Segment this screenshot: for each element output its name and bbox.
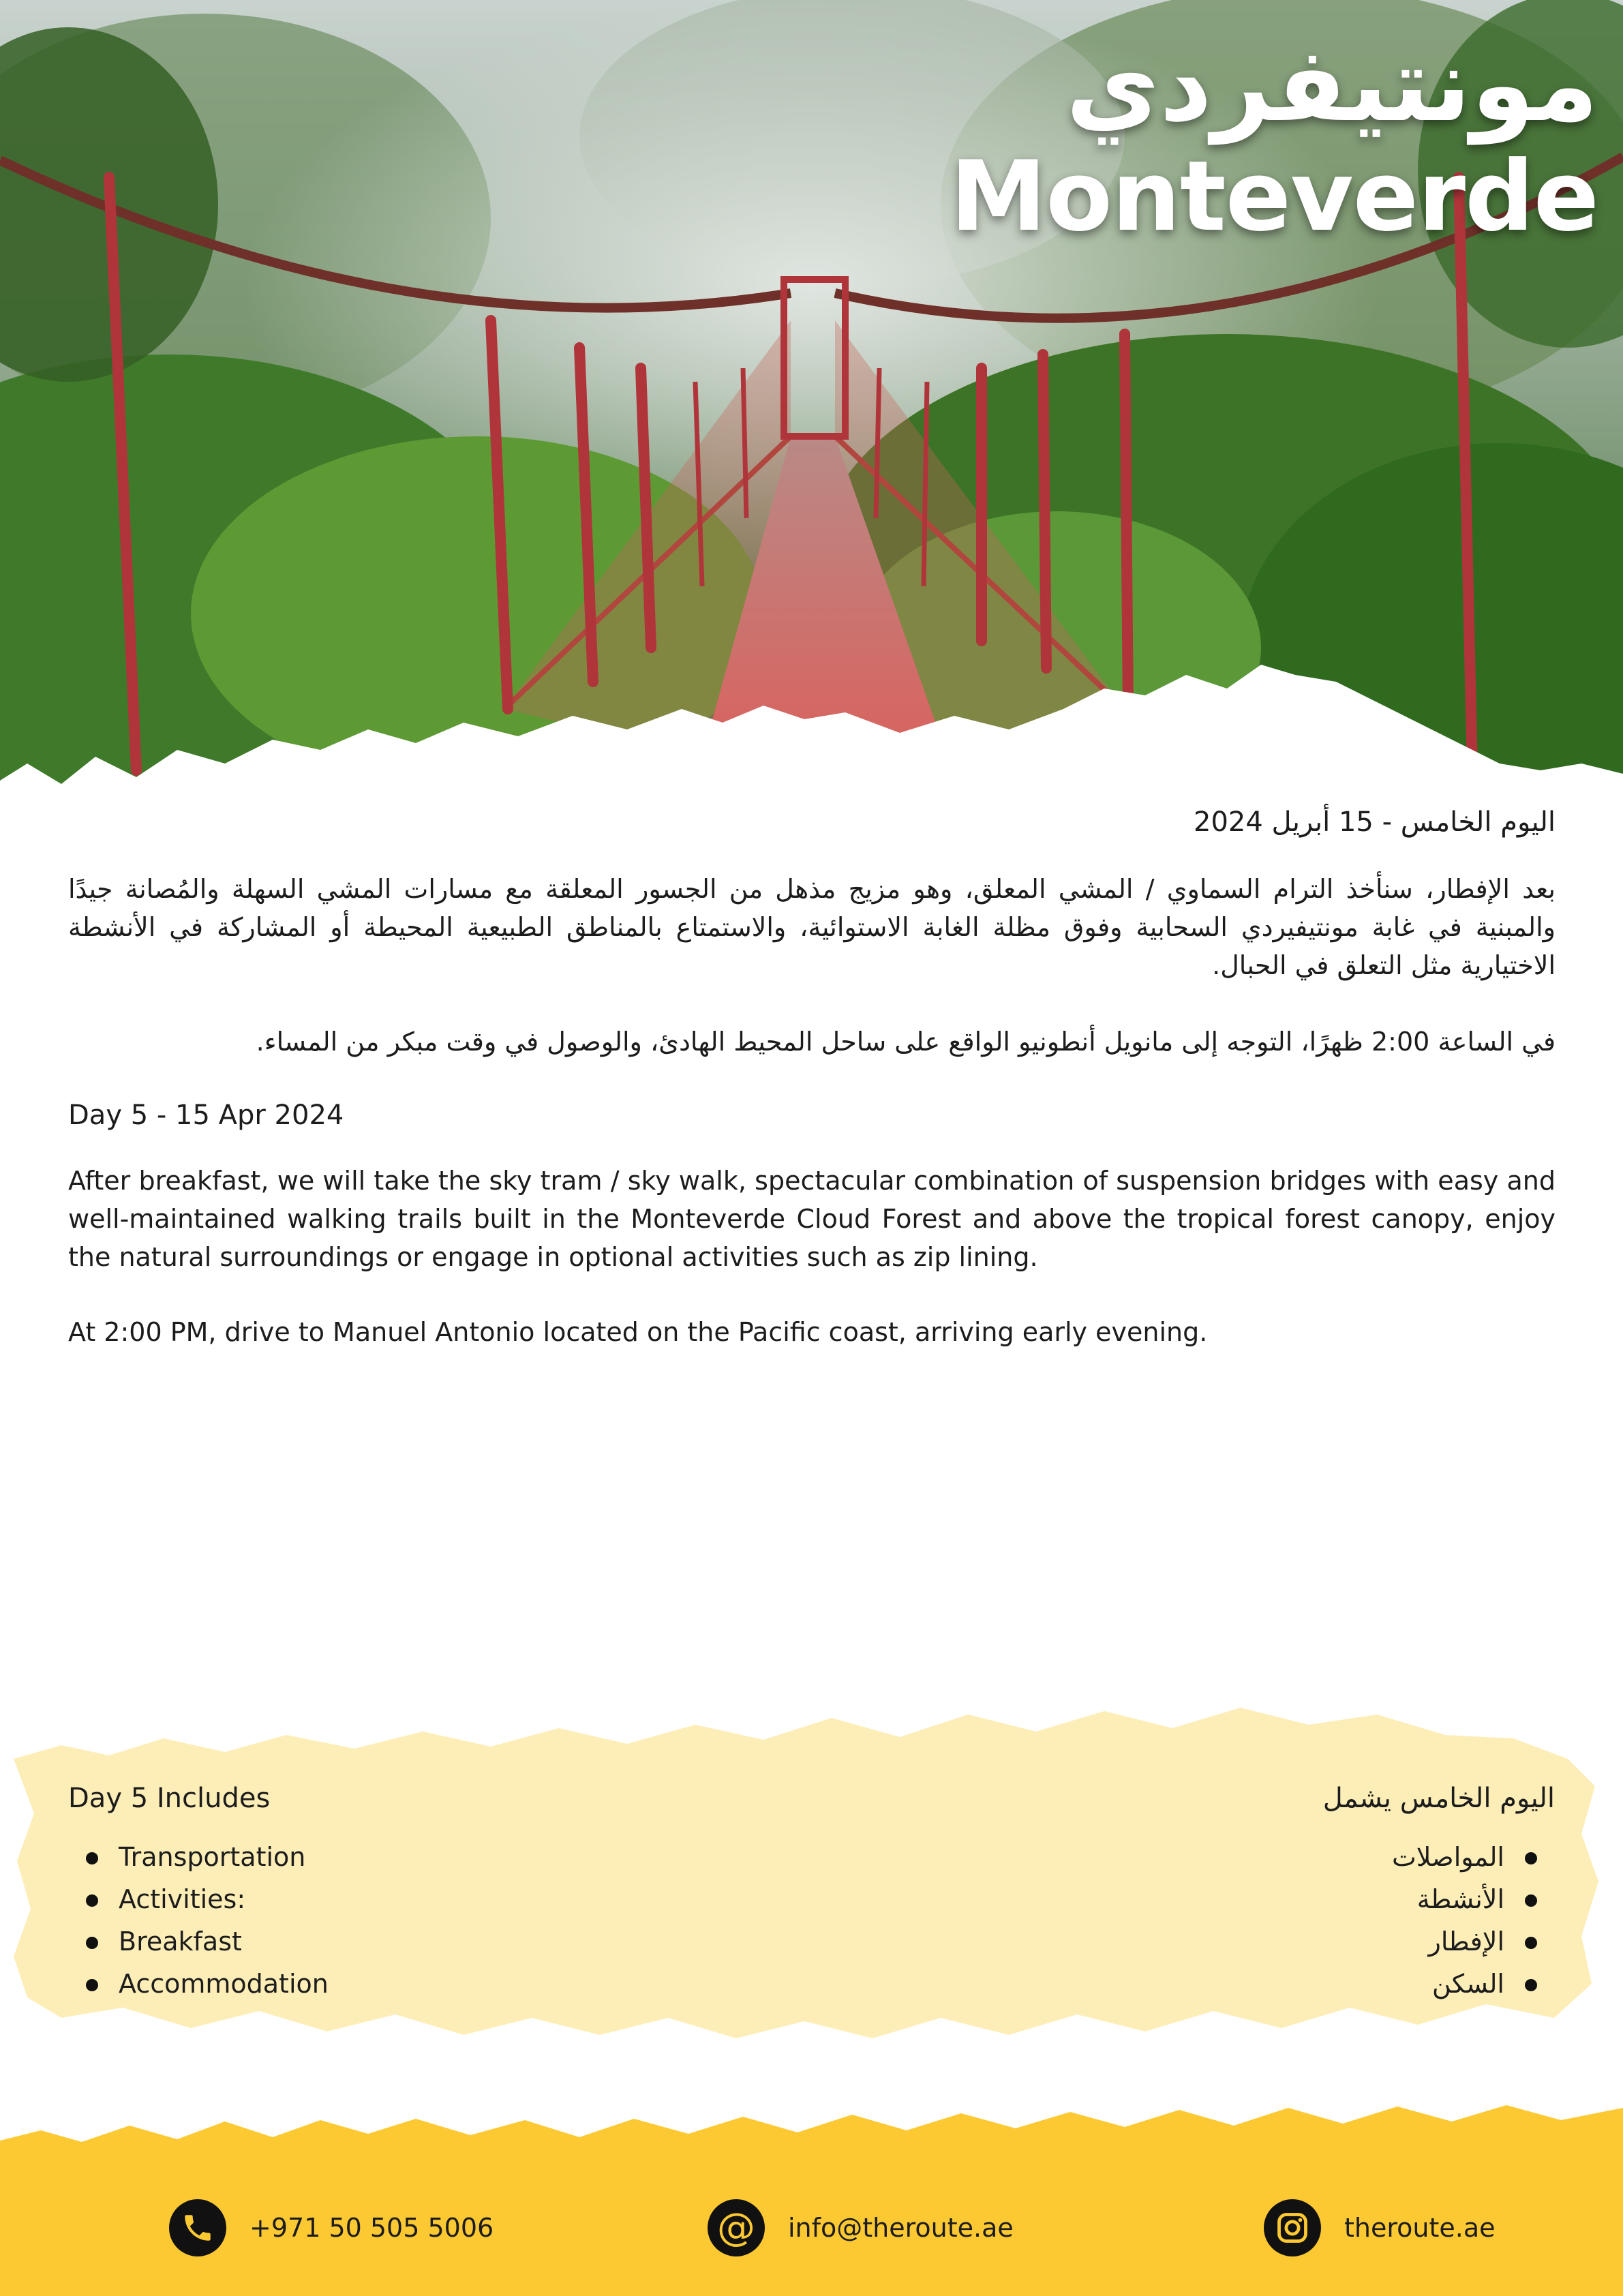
website-handle[interactable]: theroute.ae: [1344, 2213, 1496, 2243]
includes-title-english: Day 5 Includes: [68, 1783, 271, 1814]
day-heading-english: Day 5 - 15 Apr 2024: [68, 1100, 344, 1131]
hero-banner: [0, 0, 1623, 811]
title-english: Monteverde: [950, 140, 1598, 253]
email-address[interactable]: info@theroute.ae: [788, 2213, 1014, 2243]
title-arabic: مونتيفردي: [1065, 26, 1598, 145]
list-item: Breakfast: [68, 1920, 329, 1963]
at-sign-icon: @: [708, 2199, 765, 2256]
hero-title: [950, 26, 1598, 253]
includes-list-english: [68, 1836, 329, 2005]
paragraph-english-2: At 2:00 PM, drive to Manuel Antonio located on the Pacific coast, arriving early evening.: [68, 1317, 1208, 1347]
instagram-icon: [1264, 2199, 1321, 2256]
includes-title-arabic: اليوم الخامس يشمل: [1322, 1783, 1555, 1814]
includes-english: [68, 1783, 329, 2005]
phone-number[interactable]: +971 50 505 5006: [249, 2213, 494, 2243]
contact-instagram[interactable]: [1264, 2199, 1496, 2257]
footer-brush-band: [0, 2100, 1623, 2296]
contact-email[interactable]: [708, 2199, 1014, 2257]
contact-phone[interactable]: [169, 2199, 494, 2257]
paragraph-arabic-2: في الساعة 2:00 ظهرًا، التوجه إلى مانويل أنطونيو الواقع على ساحل المحيط الهادئ، والوصول في وقت مبكر من المساء.: [256, 1027, 1556, 1057]
includes-arabic: [1323, 1783, 1555, 2005]
paragraph-arabic-1: بعد الإفطار، سنأخذ الترام السماوي / المشي المعلق، وهو مزيج مذهل من الجسور المعلقة مع مسارات المشي السهلة والمُصانة جيدًا والمبنية في غابة مونتيفيردي السحابية وفوق مظلة الغابة الاستوائية، والاستمتاع بالمناطق الطبيعية المحيطة أو المشاركة في الأنشطة الاختيارية مثل التعلق في الحبال.: [68, 874, 1556, 980]
list-item: الإفطار: [1323, 1920, 1555, 1963]
day-heading-arabic: اليوم الخامس - 15 أبريل 2024: [1194, 806, 1556, 838]
list-item: Activities:: [68, 1878, 329, 1920]
paragraph-english-1: After breakfast, we will take the sky tram / sky walk, spectacular combination of suspension bridges with easy and well-maintained walking trails built in the Monteverde Cloud Forest and above the tropical forest canopy, enjoy the natural surroundings or engage in optional activities such as zip lining.: [68, 1166, 1556, 1272]
list-item: Accommodation: [68, 1963, 329, 2005]
list-item: الأنشطة: [1323, 1878, 1555, 1920]
includes-list-arabic: [1323, 1836, 1555, 2005]
list-item: السكن: [1323, 1963, 1555, 2005]
phone-icon: [169, 2199, 226, 2256]
list-item: المواصلات: [1323, 1836, 1555, 1878]
list-item: Transportation: [68, 1836, 329, 1878]
